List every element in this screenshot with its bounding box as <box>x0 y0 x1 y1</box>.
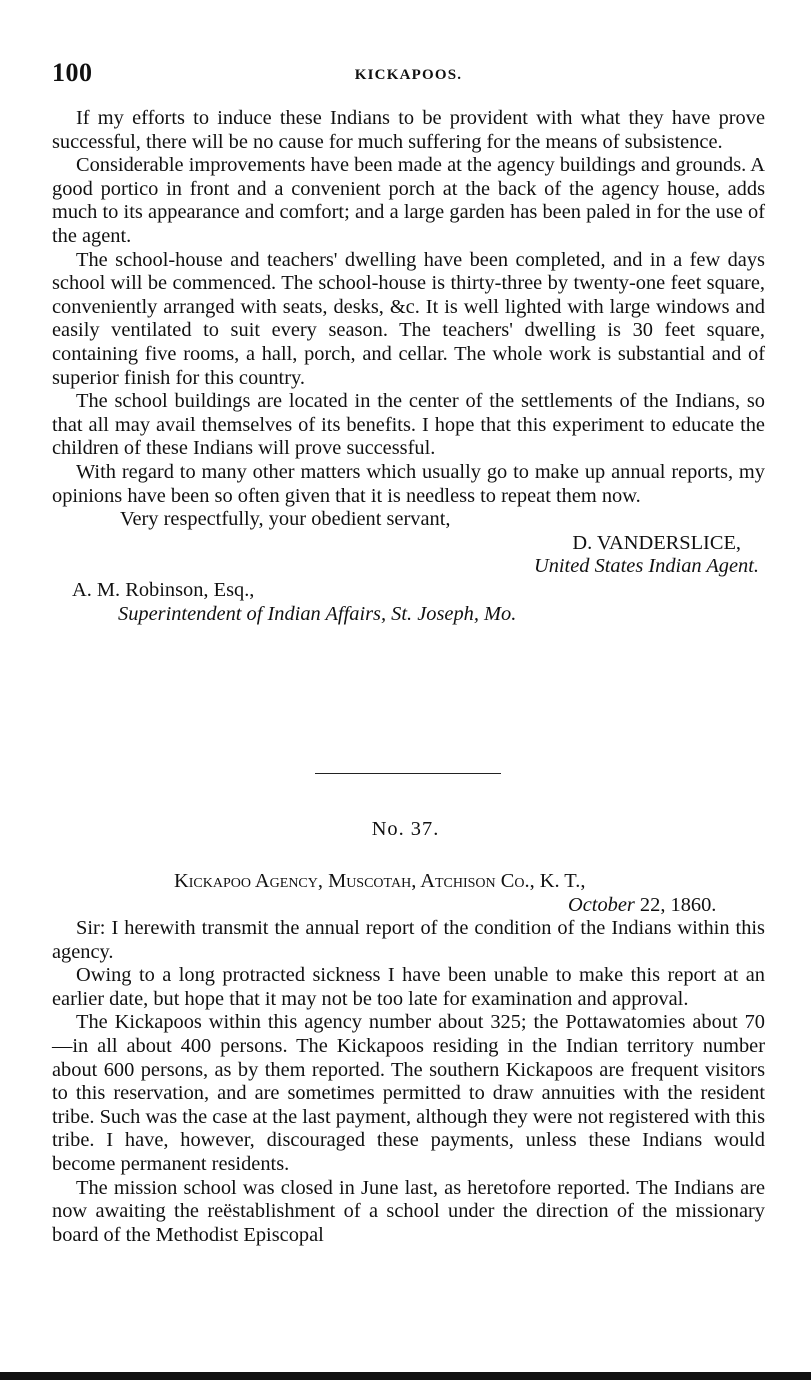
paragraph: The school buildings are located in the center of the settlements of the Indians, so that all may avail themselves of its benefits. I hope that this experiment to educate the children of these Indians will prove successful. <box>52 390 765 460</box>
scan-border <box>0 1372 811 1380</box>
dateline-month: October <box>568 894 635 916</box>
signature-name: D. VANDERSLICE, <box>572 531 741 554</box>
paragraph: The mission school was closed in June last, as heretofore reported. The Indians are now awaiting the reëstablishment of a school under the direction of the missionary board of the Methodist Episcopal <box>52 1176 765 1246</box>
paragraph: Considerable improvements have been made at the agency buildings and grounds. A good portico in front and a convenient porch at the back of the agency house, adds much to its appearance and comfort; and a large garden has been paled in for the use of the agent. <box>52 154 765 247</box>
paragraph: If my efforts to induce these Indians to be provident with what they have prove successful, there will be no cause for much suffering for the means of subsistence. <box>52 107 765 153</box>
page-header <box>52 58 765 88</box>
dateline-date <box>568 893 716 917</box>
paragraph: The school-house and teachers' dwelling have been completed, and in a few days school will be commenced. The school-house is thirty-three by twenty-one feet square, conveniently arranged with seats, desks, &c. It is well lighted with large windows and easily ventilated to suit every season. The teachers' dwelling is 30 feet square, containing five rooms, a hall, porch, and cellar. The whole work is substantial and of superior finish for this country. <box>52 248 765 389</box>
section-divider <box>315 773 501 774</box>
paragraph: Owing to a long protracted sickness I have been unable to make this report at an earlier date, but hope that it may not be too late for examination and approval. <box>52 964 765 1010</box>
agent-report-conclusion <box>52 107 765 626</box>
dateline-day-year: 22, 1860. <box>634 894 717 916</box>
signature-title: United States Indian Agent. <box>533 555 759 578</box>
running-head: KICKAPOOS. <box>354 67 463 83</box>
dateline-place: Kickapoo Agency, Muscotah, Atchison Co., K. T., <box>174 870 586 892</box>
document-number: No. 37. <box>371 818 440 840</box>
paragraph: Sir: I herewith transmit the annual report of the condition of the Indians within this agency. <box>52 917 765 963</box>
addressee-title: Superintendent of Indian Affairs, St. Joseph, Mo. <box>118 603 517 626</box>
addressee-name: A. M. Robinson, Esq., <box>72 578 255 601</box>
closing-line: Very respectfully, your obedient servant, <box>120 508 451 531</box>
paragraph: The Kickapoos within this agency number about 325; the Pottawatomies about 70—in all about 400 persons. The Kickapoos residing in the Indian territory number about 600 persons, as by them reported. The southern Kickapoos are frequent visitors to this reservation, and are sometimes permitted to draw annuities with the resident tribe. Such was the case at the last payment, although they were not registered with this tribe. I have, however, discouraged these payments, unless these Indians would become permanent residents. <box>52 1011 765 1175</box>
kickapoo-agency-report <box>52 917 765 1247</box>
paragraph: With regard to many other matters which usually go to make up annual reports, my opinions have been so often given that it is needless to repeat them now. <box>52 460 765 507</box>
page-number: 100 <box>52 58 93 87</box>
